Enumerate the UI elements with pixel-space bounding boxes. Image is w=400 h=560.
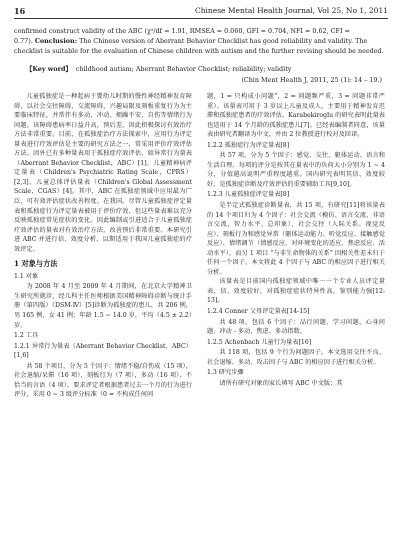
subheading-abc: 1.2.1 异常行为量表（Aberrant Behavior Checklist，ABC）[1,6]	[14, 342, 192, 360]
intro-paragraph: 儿童孤独症是一种起病于婴幼儿时期的慢性神经精神发育障碍，以社会交往障碍、交流障碍、兴趣局限及刻板重复行为为主要临床特征，并常伴有多动、冲动、烦躁不安、自伤等情绪行为问题。该障碍患病率日益升高，预后差，因此积极探讨有效治疗方法非常重要。目前，在孤独症治疗方法探索中，应用行为评定量表进行疗效评估是主要的研究方法之一，常采用评价疗效评估方法。因外已有多种量表用于孤独症疗效评估，如异常行为量表（Aberrant Behavior Checklist，ABC）[1]、儿童精神病评定量表（Children's Psychiatric Rating Scale，CPRS）[2,3]、儿童总体评估量表（Children's Global Assessment Scale，CGAS）[4]。其中，ABC 在孤独症领域中应用最为广泛，可有效评估症状改善程度。在我国，尽管儿童孤独症评定量表和孤独症行为评定量表被用于评价疗效，但这些量表难以充分反映孤独症常见症状的变化。因此编制或引进适合于儿童孤独症疗效评估的量表对有效治疗方法，改善预后非常重要。本研究引进 ABC 并进行信、效度分析，以期适用于我国儿童孤独症的疗效评定。	[14, 93, 192, 253]
conclusion-label: Conclusion:	[34, 37, 78, 45]
abstract-stats-end: 0.77).	[14, 37, 33, 45]
subheading-autism-behavior-checklist: 1.2.2 孤独症行为评定量表[8]	[207, 141, 290, 149]
page-header	[14, 6, 388, 18]
abstract-line-1: confirmed construct validity of the ABC (χ²/df = 1.91, RMSEA = 0.060, GFI = 0.704, NFI = 0.62, CFI =	[14, 27, 350, 35]
left-column	[14, 92, 192, 400]
abstract-line-2	[14, 36, 386, 46]
subheading-achenbach: 1.2.5 Achenbach 儿童行为量表[16]	[207, 338, 312, 346]
subheading-procedure: 1.3 研究步骤	[207, 369, 244, 377]
conners-paragraph: 共 48 项，包括 6 个因子：品行问题、学习问题、心身问题、冲动 - 多动、焦虑、多动指数。	[207, 318, 385, 336]
abc-paragraph-continued: 题，1 = 只构成小问题"，2 = 问题频严重，3 = 问题非常严重）。该量表可用于 3 岁以上儿童及成人，主要用于精神发育迟滞和孤独症患者的疗效评估。Karabekiroglu 的研究表明此量表也适用于 14 个月龄的孤独症患儿[7]。已经表编制者同意，该量表由研究者翻译为中文，并由 2 位教授进行校对及回译。	[207, 93, 385, 139]
subheading-cars: 1.2.3 儿童孤独症评定量表[8]	[207, 191, 290, 199]
procedure-paragraph: 请所有研究对象的家长填写 ABC 中文版；其	[219, 379, 343, 387]
abc-paragraph: 共 58 个项目，分为 5 个因子：情绪不稳/自伤成（15 项），社会退缩/呆滞（16 项），刻板行为（7 项），多动（16 项），不恰当的言语（4 项）。要求评定者根据患者过去一个月的行为进行评分，采用 0 ~ 3 级评分标准（0 = 不构成任何问	[14, 362, 192, 399]
citation: (Chin Ment Health J, 2011, 25 (1): 14 – 19.)	[241, 76, 382, 84]
subheading-tools: 1.2 工具	[14, 332, 39, 340]
keywords-label: 【Key word】	[26, 65, 72, 73]
cars-paragraph-2: 该量表是目前国内孤独症领域中唯一一个专业人员评定量表，信、效度较好，对孤独症症状特异性高，鉴别能力强[12-13]。	[207, 278, 385, 305]
page-number: 16	[14, 6, 26, 16]
conclusion-text: The Chinese version of Aberrant Behavior Checklist has good reliability and validity. The	[77, 37, 368, 45]
keywords-text: childhood autism; Aberrant Behavior Checklist; reliability; validity	[75, 65, 292, 73]
section-heading-methods: 1 对象与方法	[14, 259, 58, 269]
achenbach-paragraph: 共 118 项，包括 9 个行为问题因子，本文选用交往不良、社会退缩、多动、攻击因子与 ABC 的相应因子进行相关分析。	[207, 349, 385, 366]
cars-paragraph: 是半定式孤独症诊断量表，共 15 项，有研究[11]将该量表的 14 个项目归为 4 个因子：社会交流（模仿、语言交流、非语言交流、智力水平、总印象）、社会交往（人际关系、视觉反应）、刻板行为和感觉异常（躯体运动能力、听觉反应、接触感觉反应）、情绪调节（情感反应、对环境变化的适应、焦虑反应、活动水平），而另 1 项目 "与非生命物体的关系" 因相关性差未归于任何一个因子。本文将此 4 个因子与 ABC 的相应因子进行相关分析。	[207, 202, 385, 276]
header-rule	[14, 18, 388, 19]
subheading-subjects: 1.1 对象	[14, 272, 39, 280]
abc-cn-paragraph: 共 57 项，分为 5 个因子：感觉、交往、躯体运动、语言和生活自理。每项的评分是按其在量表中的负荷大小分别为 1 ~ 4 分，分值越高说明严重程度越重。国内研究表明其信、效度较好，是孤独症诊断及疗效评估的重要辅助工具[9,10]。	[207, 152, 385, 188]
keywords-line	[26, 64, 386, 74]
subheading-conners: 1.2.4 Conner 父母评定量表[14-15]	[207, 308, 310, 316]
abstract-block	[14, 26, 386, 84]
subjects-paragraph: 为 2008 年 4 月至 2009 年 4 月期间，在北京大学精神卫生研究所就诊，经儿科主任医师根据美国精神障碍诊断与统计手册（第四版）（DSM-Ⅳ）[5]诊断为孤独症的患儿，共 206 例，男 165 例，女 41 例；年龄 1.5 ~ 14.0 岁，平均（4.5 ± 2.2）岁。	[14, 283, 192, 329]
abstract-line-3: checklist is suitable for the evaluation of Chinese children with autism and the further revising should be needed.	[14, 47, 384, 55]
journal-running-head: Chinese Mental Health Journal, Vol 25, No 1, 2011	[194, 6, 388, 15]
right-column	[207, 92, 385, 388]
